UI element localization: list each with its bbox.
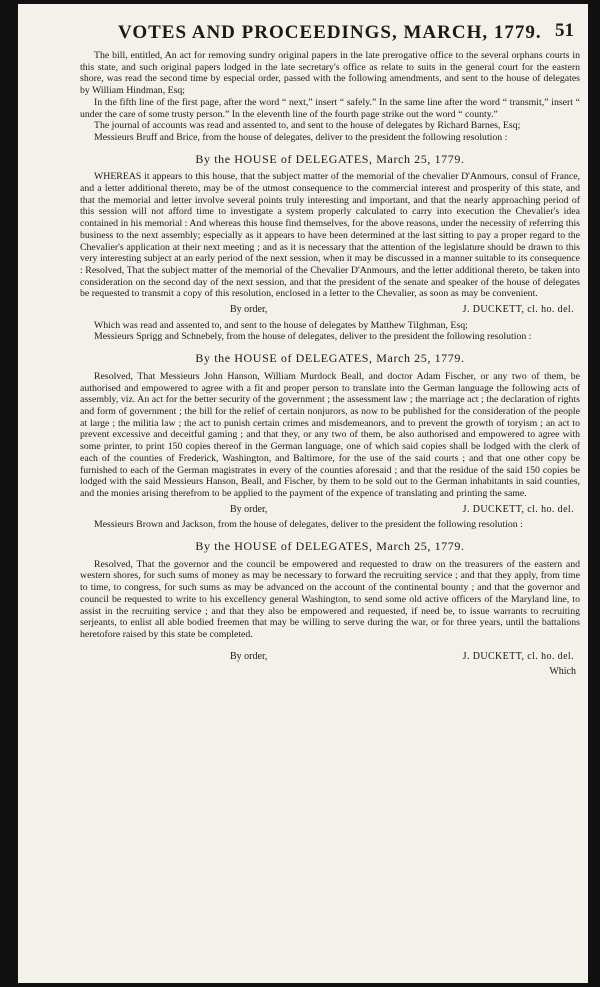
- section-heading: By the HOUSE of DELEGATES, March 25, 1779.: [195, 351, 465, 366]
- by-order-label: By order,: [230, 650, 268, 662]
- catchword: Which: [549, 666, 576, 678]
- clerk-signature: J. DUCKETT, cl. ho. del.: [462, 304, 574, 316]
- document-body: [80, 50, 580, 678]
- resolution-text: Resolved, That the governor and the council be empowered and requested to draw on the treasurers of the eastern and western shores, for such sums of money as may be necessary to forward the recruiting service ; and that they apply, from time to time, to congress, for such sums as may be advanced on the account of the continental bounty ; and that the governor and council be requested to write to his excellency general Washington, to send some old active officers of the Maryland line, to assist in the recruiting service ; and that they also be empowered and requested, if need be, to issue warrants to recruiting serjeants, to enlist all able bodied freemen that may be willing to serve during the war, or for three years, until the battalions heretofore raised by this state be completed.: [80, 558, 580, 640]
- running-title: VOTES AND PROCEEDINGS, MARCH, 1779.: [118, 22, 542, 43]
- document-page: [18, 4, 588, 983]
- followup-paragraph: Messieurs Sprigg and Schnebely, from the house of delegates, deliver to the president the following resolution :: [94, 331, 532, 343]
- signature-line: [80, 304, 580, 316]
- journal-paragraph: The journal of accounts was read and assented to, and sent to the house of delegates by Richard Barnes, Esq;: [94, 120, 521, 132]
- amendment-paragraph: In the fifth line of the first page, after the word “ next,” insert “ safely.” In the same line after the word “ transmit,” insert “ under the care of some trusty person.” In the eleventh line of the fourth page strike out the word “ county.”: [80, 96, 580, 120]
- signature-line: [80, 504, 580, 516]
- bill-paragraph: The bill, entitled, An act for removing sundry original papers in the late prerogative office to the several orphans courts in this state, and such original papers lodged in the late secretary's office as relate to suits in the general court for the eastern shore, was read the second time by especial order, passed with the following amendments, and sent to the house of delegates by William Hindman, Esq;: [80, 50, 580, 97]
- resolution-text: WHEREAS it appears to this house, that the subject matter of the memorial of the chevalier D'Anmours, consul of France, and a letter additional thereto, may be of the utmost consequence to the commercial interest and prosperity of this state, and that the memorial and letter involve several points truly interesting and important, and that the nearly approaching period of this session will not afford time to investigate a system properly calculated to carry into execution the Chevalier's idea contained in his memorial : And whereas this house find themselves, for the above reasons, under the necessity of referring this business to the next assembly; especially as it appears to have been determined at the last sitting to pay a proper regard to the Chevalier's application at their next meeting ; and as it is necessary that the attention of the legislature should be drawn to this very interesting subject at an early period of the next session, when it may be discussed in a manner suitable to its consequence : Resolved, That the subject matter of the memorial of the Chevalier D'Anmours, and the letter additional thereto, be taken into consideration on the second day of the next session, and that the president of the senate and speaker of the house of delegates be requested to transmit a copy of this resolution, enclosed in a letter to the Chevalier, as soon as may be convenient.: [80, 171, 580, 300]
- section-heading: By the HOUSE of DELEGATES, March 25, 1779.: [195, 151, 465, 166]
- signature-line: [80, 651, 580, 663]
- resolution-text: Resolved, That Messieurs John Hanson, William Murdock Beall, and doctor Adam Fischer, or any two of them, be authorised and empowered to agree with a fit and proper person to translate into the German language the following acts of assembly, viz. An act for the better security of the government ; the assessment law ; the marriage act ; the declaration of rights and form of government ; the bill for the relief of certain nonjurors, as now to be published for the consideration of the people at large ; the militia law ; the act to punish certain crimes and misdemeanors, and to prevent the growth of toryism ; an act to prevent excessive and deceitful gaming ; and that they, or any two of them, be also authorised and empowered to agree with some printer, to print 150 copies thereof in the German language, one of which said copies shall be lodged with the clerk of each of the counties of Frederick, Washington, and Baltimore, for the use of the said courts ; and that one other copy be furnished to each of the German magistrates in every of the counties aforesaid ; and that the residue of the said 150 copies be lodged with the said Messieurs Hanson, Beall, and Fischer, by them to be sold out to the German inhabitants in said counties, and the monies arising therefrom to be applied to the payment of the expence of translating and printing the same.: [80, 370, 580, 499]
- followup-paragraph: Which was read and assented to, and sent to the house of delegates by Matthew Tilghman, Esq;: [94, 319, 468, 331]
- clerk-signature: J. DUCKETT, cl. ho. del.: [462, 650, 574, 662]
- by-order-label: By order,: [230, 503, 268, 515]
- section-heading: By the HOUSE of DELEGATES, March 25, 1779.: [195, 539, 465, 554]
- followup-paragraph: Messieurs Brown and Jackson, from the house of delegates, deliver to the president the following resolution :: [94, 519, 523, 531]
- by-order-label: By order,: [230, 304, 268, 316]
- clerk-signature: J. DUCKETT, cl. ho. del.: [462, 503, 574, 515]
- page-header: [18, 8, 588, 46]
- page-number: 51: [555, 20, 574, 41]
- delivery-paragraph: Messieurs Bruff and Brice, from the house of delegates, deliver to the president the following resolution :: [94, 131, 508, 143]
